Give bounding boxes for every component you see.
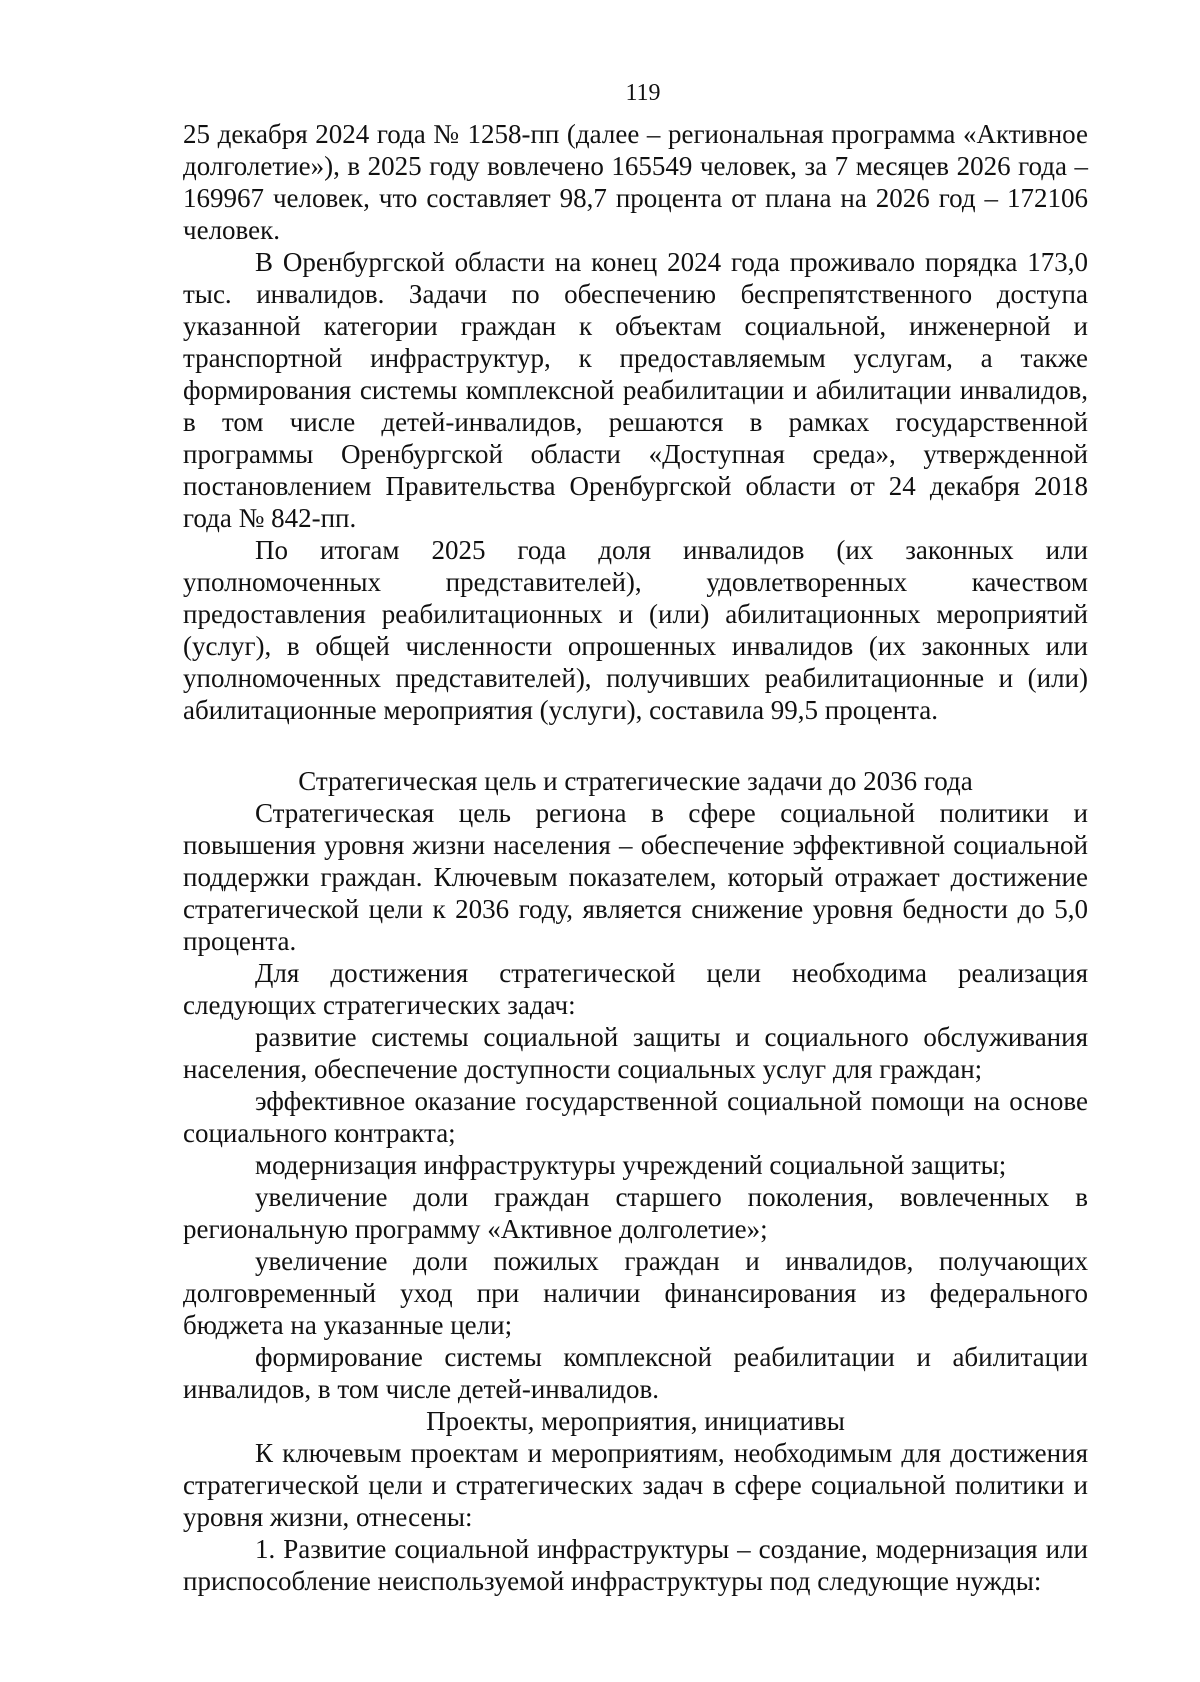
document-body <box>183 118 1088 1597</box>
task-item: эффективное оказание государственной социальной помощи на основе социального контракта; <box>183 1086 1088 1148</box>
paragraph-social-infrastructure: 1. Развитие социальной инфраструктуры – создание, модернизация или приспособление неиспользуемой инфраструктуры под следующие нужды: <box>183 1534 1088 1596</box>
task-item: формирование системы комплексной реабилитации и абилитации инвалидов, в том числе детей-инвалидов. <box>183 1342 1088 1404</box>
paragraph-key-projects: К ключевым проектам и мероприятиям, необходимым для достижения стратегической цели и стратегических задач в сфере социальной политики и уровня жизни, отнесены: <box>183 1438 1088 1532</box>
task-item: развитие системы социальной защиты и социального обслуживания населения, обеспечение доступности социальных услуг для граждан; <box>183 1022 1088 1084</box>
section-heading-projects: Проекты, мероприятия, инициативы <box>426 1406 845 1436</box>
page-number: 119 <box>625 80 661 106</box>
paragraph-tasks-intro: Для достижения стратегической цели необходима реализация следующих стратегических задач: <box>183 958 1088 1020</box>
task-item: увеличение доли пожилых граждан и инвалидов, получающих долговременный уход при наличии финансирования из федерального бюджета на указанные цели; <box>183 1246 1088 1340</box>
paragraph-active-longevity-results: 25 декабря 2024 года № 1258-пп (далее – региональная программа «Активное долголетие»), в 2025 году вовлечено 165549 человек, за 7 месяцев 2026 года – 169967 человек, что составляет 98,7 процента от плана на 2026 год – 172106 человек. <box>183 119 1088 245</box>
paragraph-strategic-goal: Стратегическая цель региона в сфере социальной политики и повышения уровня жизни населения – обеспечение эффективной социальной поддержки граждан. Ключевым показателем, который отражает достижение стратегической цели к 2036 году, является снижение уровня бедности до 5,0 процента. <box>183 798 1088 956</box>
section-heading-strategic-goal: Стратегическая цель и стратегические задачи до 2036 года <box>298 766 973 796</box>
paragraph-disabled-population: В Оренбургской области на конец 2024 года проживало порядка 173,0 тыс. инвалидов. Задачи по обеспечению беспрепятственного доступа указанной категории граждан к объектам социальной, инженерной и транспортной инфраструктур, к предоставляемым услугам, а также формирования системы комплексной реабилитации и абилитации инвалидов, в том числе детей-инвалидов, решаются в рамках государственной программы Оренбургской области «Доступная среда», утвержденной постановлением Правительства Оренбургской области от 24 декабря 2018 года № 842-пп. <box>183 247 1088 533</box>
task-item: увеличение доли граждан старшего поколения, вовлеченных в региональную программу «Активное долголетие»; <box>183 1182 1088 1244</box>
task-item: модернизация инфраструктуры учреждений социальной защиты; <box>255 1150 1007 1180</box>
paragraph-rehabilitation-satisfaction: По итогам 2025 года доля инвалидов (их законных или уполномоченных представителей), удовлетворенных качеством предоставления реабилитационных и (или) абилитационных мероприятий (услуг), в общей численности опрошенных инвалидов (их законных или уполномоченных представителей), получивших реабилитационные и (или) абилитационные мероприятия (услуги), составила 99,5 процента. <box>183 535 1088 725</box>
